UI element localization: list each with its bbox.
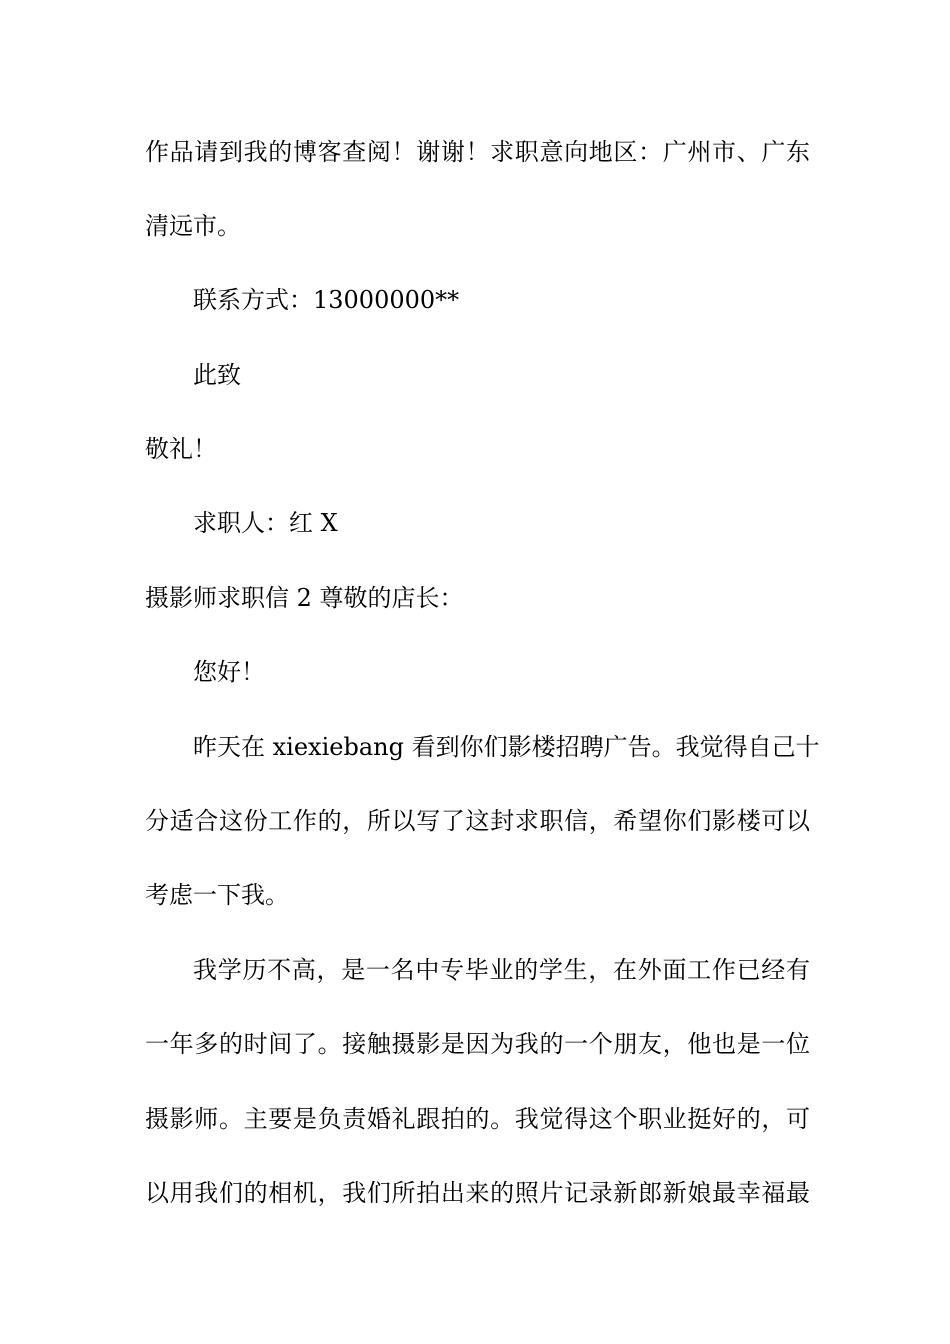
salutation-line: 敬礼！ xyxy=(145,435,217,463)
text-line: 昨天在 xiexiebang 看到你们影楼招聘广告。我觉得自己十 xyxy=(193,733,820,761)
signature-line: 求职人：红 X xyxy=(193,509,338,537)
greeting-line: 您好！ xyxy=(193,658,265,686)
text-line: 考虑一下我。 xyxy=(145,881,289,909)
letter-heading: 摄影师求职信 2 尊敬的店长： xyxy=(145,584,464,612)
text-line: 清远市。 xyxy=(145,212,241,240)
text-line: 以用我们的相机，我们所拍出来的照片记录新郎新娘最幸福最 xyxy=(145,1179,810,1207)
text-line: 一年多的时间了。接触摄影是因为我的一个朋友，他也是一位 xyxy=(145,1030,810,1058)
text-line: 我学历不高，是一名中专毕业的学生，在外面工作已经有 xyxy=(193,956,810,984)
contact-line: 联系方式：13000000** xyxy=(193,286,460,314)
closing-line: 此致 xyxy=(193,361,241,389)
text-line: 作品请到我的博客查阅！谢谢！求职意向地区：广州市、广东 xyxy=(145,138,810,166)
text-line: 摄影师。主要是负责婚礼跟拍的。我觉得这个职业挺好的，可 xyxy=(145,1105,810,1133)
text-line: 分适合这份工作的，所以写了这封求职信，希望你们影楼可以 xyxy=(145,807,810,835)
